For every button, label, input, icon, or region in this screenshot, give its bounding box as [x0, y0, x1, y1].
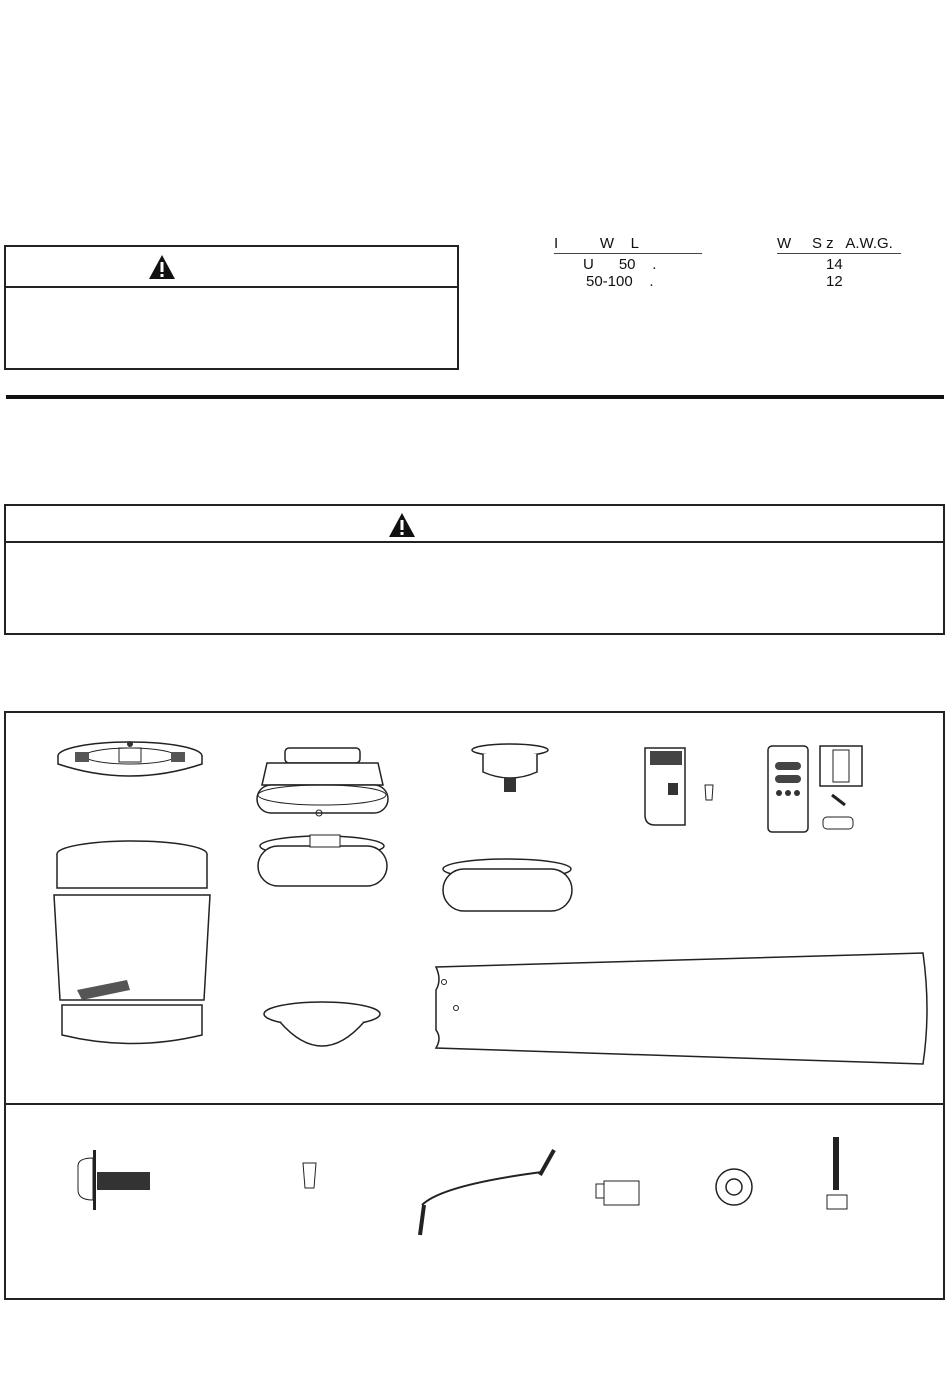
motor-housing-cap-drawing	[255, 745, 390, 820]
glass-diffuser-drawing	[440, 855, 575, 915]
canopy-drawing	[470, 742, 550, 797]
wire-nut-drawing	[300, 1160, 320, 1192]
warning-header	[6, 247, 457, 288]
wire-gauge-row-2: 12	[826, 273, 843, 290]
remote-control-drawing	[765, 745, 865, 835]
warning-triangle-icon	[388, 512, 416, 538]
warning-header-wide	[6, 506, 943, 543]
wire-size-header: W S z A.W.G.	[777, 235, 901, 254]
wire-length-row-1: U 50 .	[583, 256, 657, 273]
safety-cable-drawing	[412, 1145, 567, 1243]
section-divider	[6, 395, 944, 399]
motor-housing-drawing	[52, 840, 212, 1055]
hardware-divider	[6, 1103, 943, 1105]
wire-length-row-2: 50-100 .	[586, 273, 654, 290]
washer-drawing	[713, 1166, 755, 1208]
light-kit-adapter-drawing	[255, 832, 390, 892]
warning-triangle-icon	[148, 254, 176, 280]
bowl-glass-drawing	[262, 1000, 382, 1055]
warning-box-small	[4, 245, 459, 370]
wood-screw-drawing	[822, 1135, 852, 1215]
bracket-part-drawing	[594, 1178, 642, 1208]
screw-drawing	[75, 1148, 155, 1212]
warning-box-wide	[4, 504, 945, 635]
mounting-bracket-drawing	[55, 738, 205, 783]
wire-gauge-row-1: 14	[826, 256, 843, 273]
fan-blade-drawing	[428, 950, 934, 1066]
wire-length-header: I W L	[554, 235, 702, 254]
wall-control-drawing	[640, 745, 720, 827]
